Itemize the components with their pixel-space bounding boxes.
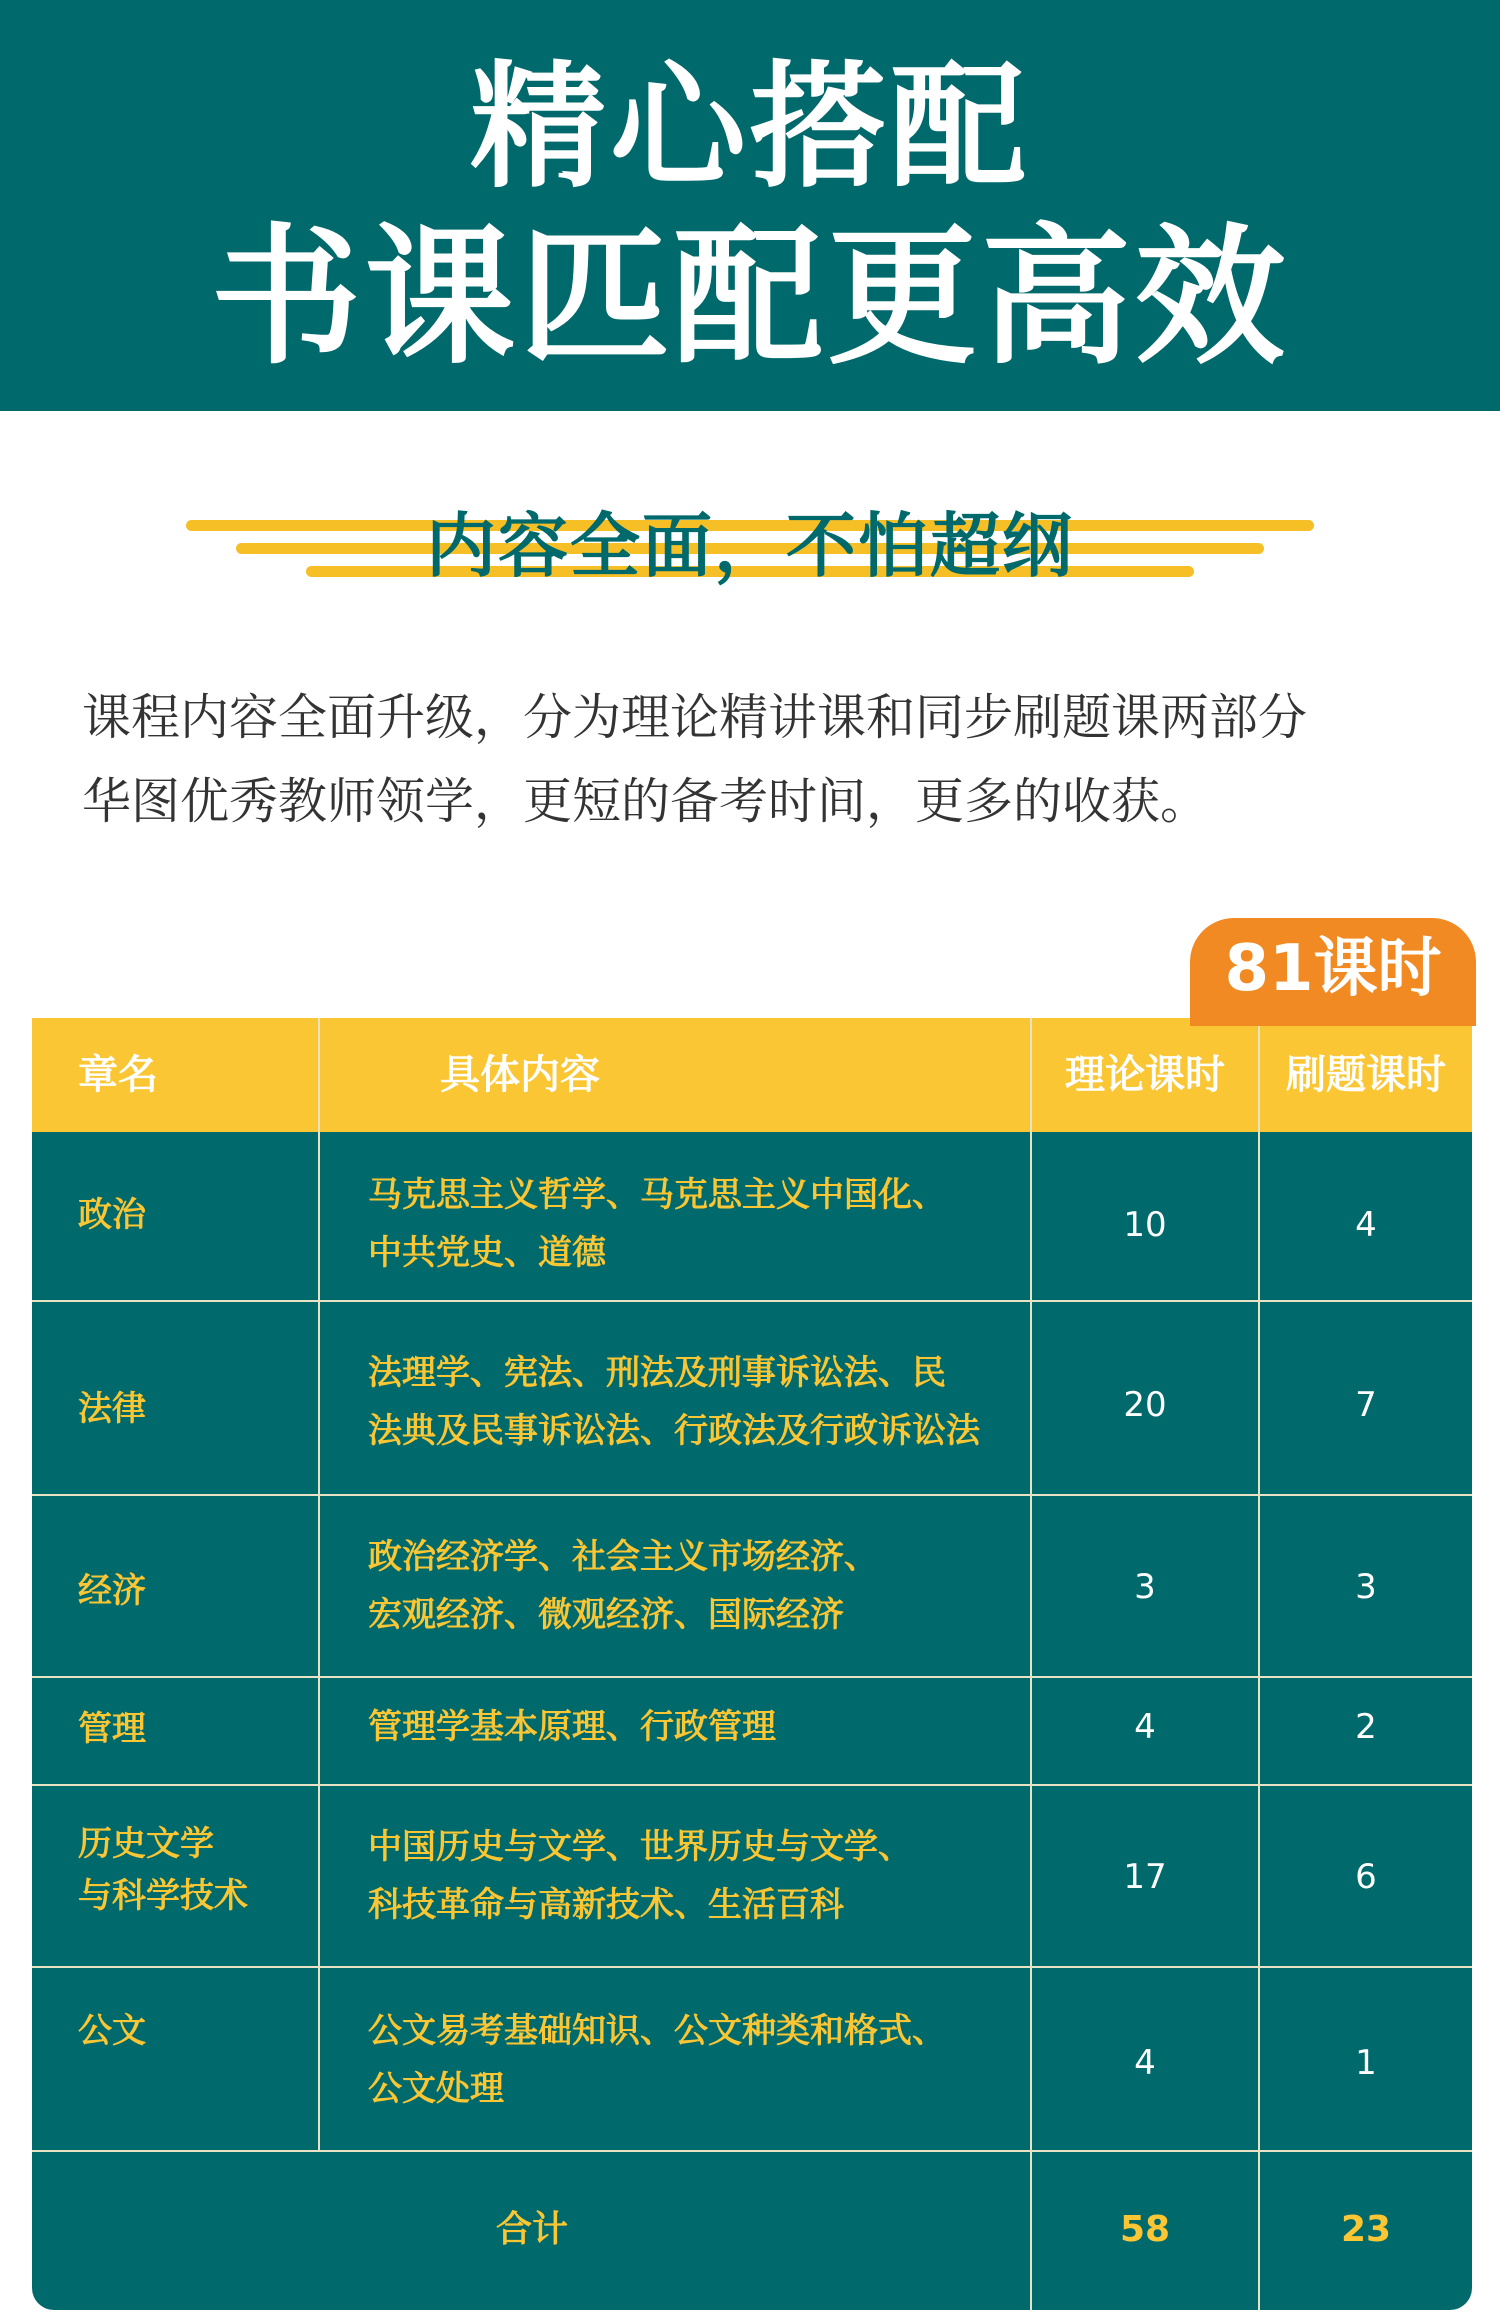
section-title: 内容全面，不怕超纲 [426,505,1074,587]
row-chapter-name: 经济 [78,1571,146,1611]
row-divider [32,1966,1472,1968]
row-theory-hours: 10 [1123,1205,1167,1245]
row-practice-hours: 3 [1355,1567,1377,1607]
row-divider [32,2150,1472,2152]
row-divider [32,1494,1472,1496]
row-practice-hours: 1 [1355,2043,1377,2083]
intro-line-1: 课程内容全面升级，分为理论精讲课和同步刷题课两部分 [82,689,1308,746]
row-theory-hours: 20 [1123,1385,1167,1425]
header-theory-hours: 理论课时 [1065,1052,1225,1098]
intro-line-2: 华图优秀教师领学，更短的备考时间，更多的收获。 [82,773,1210,830]
row-theory-hours: 17 [1123,1857,1167,1897]
banner-title-line1: 精心搭配 [470,49,1030,207]
row-content: 中国历史与文学、世界历史与文学、 科技革命与高新技术、生活百科 [368,1827,912,1925]
row-theory-hours: 3 [1134,1567,1156,1607]
row-content: 法理学、宪法、刑法及刑事诉讼法、民 法典及民事诉讼法、行政法及行政诉讼法 [368,1353,980,1451]
row-content: 政治经济学、社会主义市场经济、 宏观经济、微观经济、国际经济 [368,1537,878,1635]
total-theory-hours: 58 [1119,2209,1171,2250]
column-divider [318,1018,320,2150]
row-theory-hours: 4 [1134,2043,1156,2083]
header-practice-hours: 刷题课时 [1286,1052,1446,1098]
total-hours-badge: 81课时 [1190,918,1476,1026]
row-practice-hours: 7 [1355,1385,1377,1425]
row-divider [32,1676,1472,1678]
header-banner [0,0,1500,411]
row-chapter-name: 历史文学 与科学技术 [78,1824,248,1916]
row-divider [32,1300,1472,1302]
row-theory-hours: 4 [1134,1707,1156,1747]
row-practice-hours: 2 [1355,1707,1377,1747]
row-chapter-name: 公文 [78,2011,146,2051]
row-content: 马克思主义哲学、马克思主义中国化、 中共党史、道德 [368,1175,946,1273]
total-label: 合计 [495,2209,568,2250]
row-content: 公文易考基础知识、公文种类和格式、 公文处理 [368,2011,946,2109]
row-divider [32,1784,1472,1786]
row-chapter-name: 管理 [78,1709,146,1749]
banner-title-line2: 书课匹配更高效 [210,211,1289,385]
row-content: 管理学基本原理、行政管理 [368,1707,776,1747]
row-chapter-name: 法律 [78,1389,146,1429]
row-practice-hours: 4 [1355,1205,1377,1245]
row-chapter-name: 政治 [78,1195,146,1235]
row-practice-hours: 6 [1355,1857,1377,1897]
table-header [32,1018,1472,1132]
header-content: 具体内容 [440,1052,600,1098]
total-practice-hours: 23 [1340,2209,1392,2250]
course-table [32,1018,1472,2310]
header-chapter: 章名 [78,1052,158,1098]
